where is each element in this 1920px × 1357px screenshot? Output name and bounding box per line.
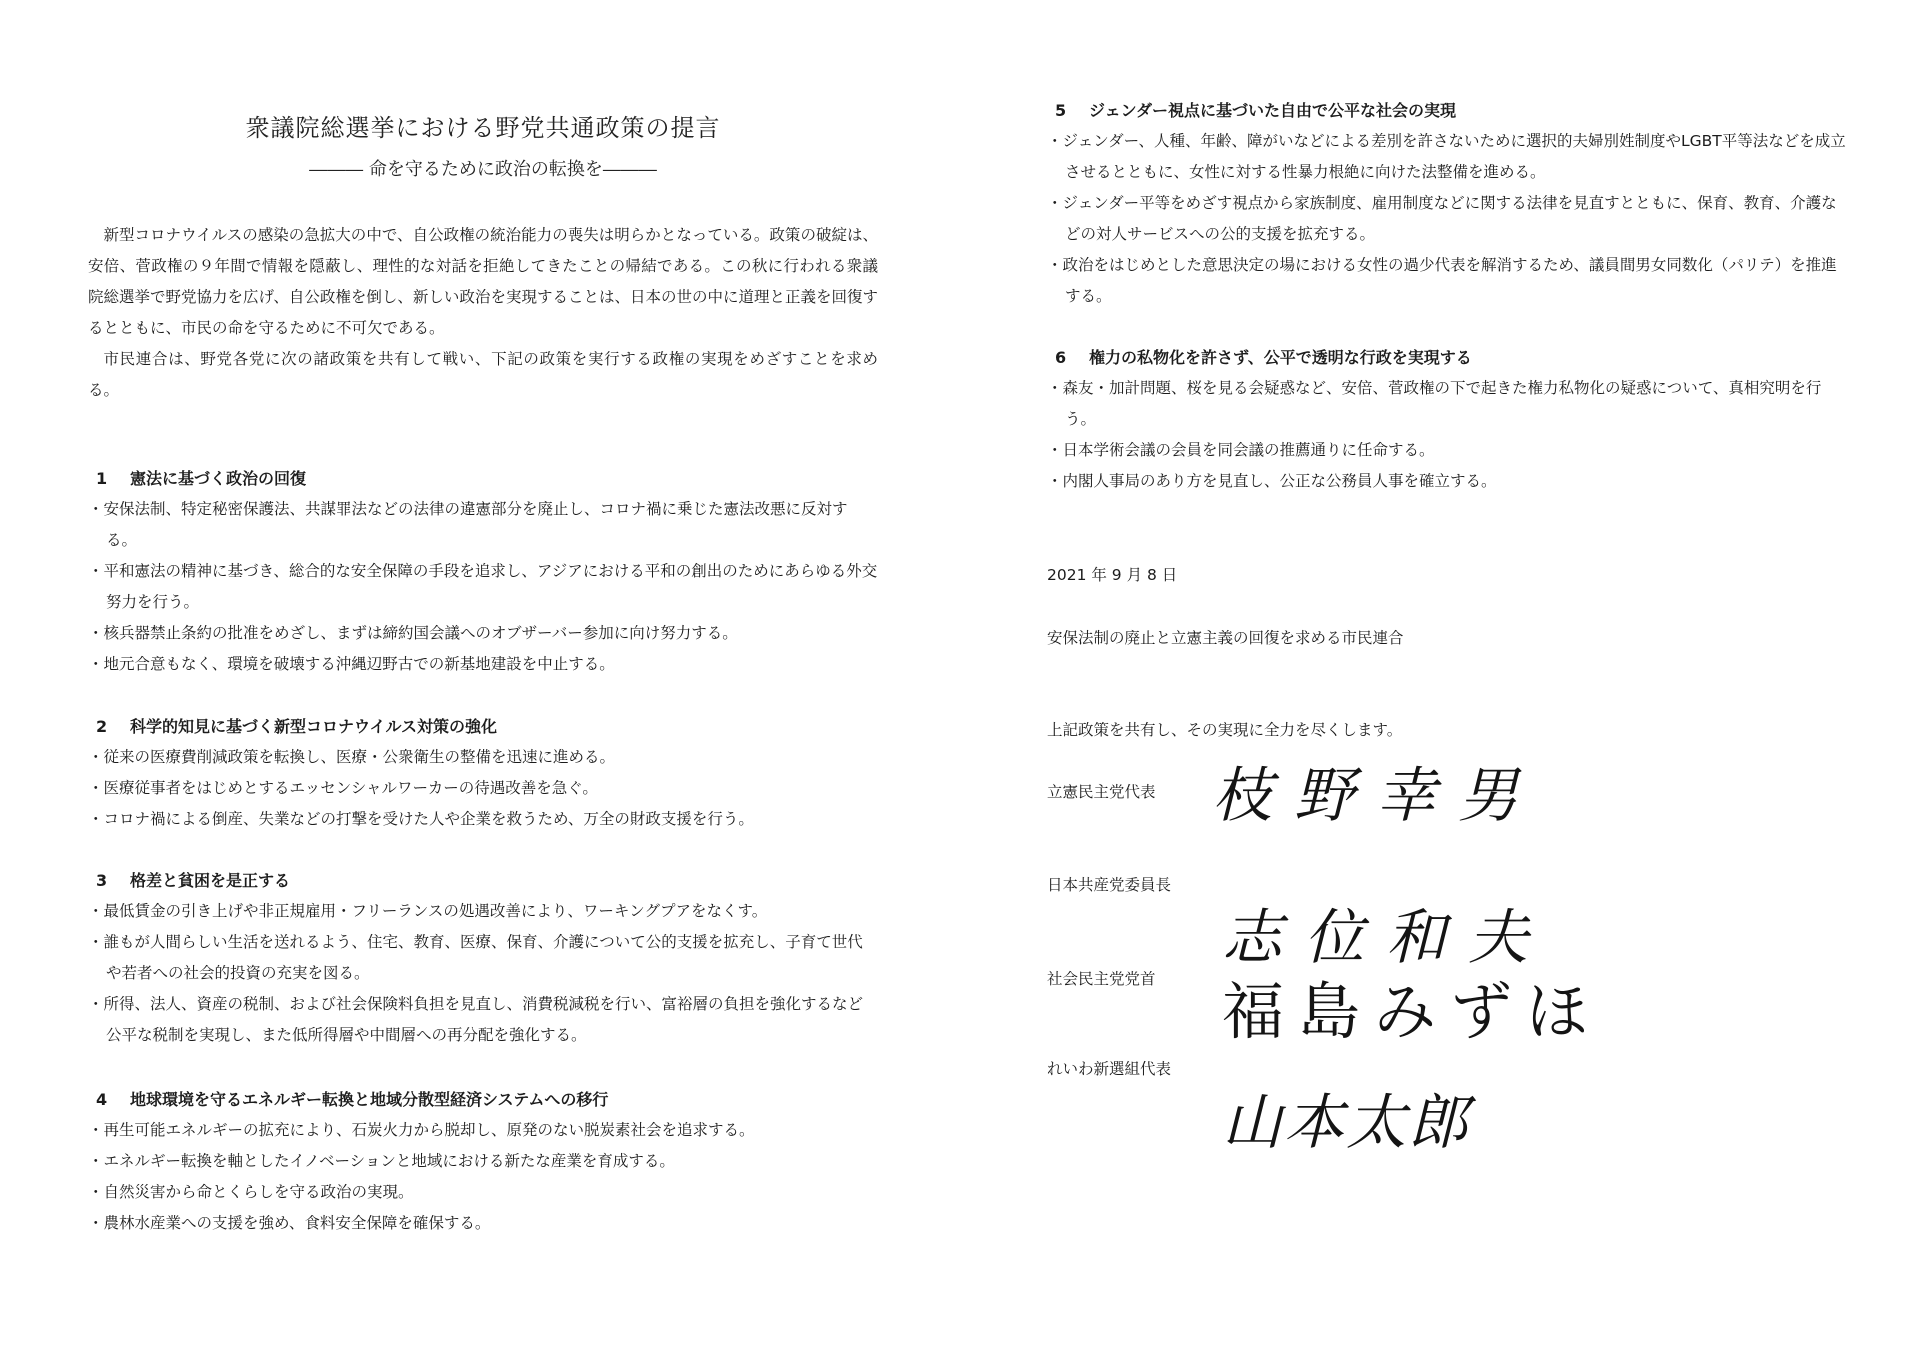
list-item: ・再生可能エネルギーの拡充により、石炭火力から脱却し、原発のない脱炭素社会を追求する。 — [88, 1121, 755, 1139]
list-item: ・森友・加計問題、桜を見る会疑惑など、安倍、菅政権の下で起きた権力私物化の疑惑について、真相究明を行う。 — [1047, 379, 1822, 428]
section-title: ジェンダー視点に基づいた自由で公平な社会の実現 — [1089, 101, 1457, 120]
bullet: ・ — [88, 748, 104, 766]
section-number: 3 — [96, 871, 108, 890]
section-5 — [1047, 96, 1847, 312]
signatory-label-sdp: 社会民主党党首 — [1047, 970, 1156, 988]
section-heading — [1047, 96, 1847, 126]
section-heading — [88, 464, 878, 494]
section-title: 地球環境を守るエネルギー転換と地域分散型経済システムへの移行 — [130, 1090, 609, 1109]
list-item: ・政治をはじめとした意思決定の場における女性の過少代表を解消するため、議員間男女同数化（パリテ）を推進する。 — [1047, 256, 1837, 305]
section-heading — [1047, 343, 1847, 373]
list-item: ・日本学術会議の会員を同会議の推薦通りに任命する。 — [1047, 441, 1435, 459]
list-item: ・誰もが人間らしい生活を送れるよう、住宅、教育、医療、保育、介護について公的支援を拡充し、子育て世代や若者への社会的投資の充実を図る。 — [88, 933, 863, 982]
list-item: ・農林水産業への支援を強め、食料安全保障を確保する。 — [88, 1214, 491, 1232]
bullet: ・ — [1047, 441, 1063, 459]
list-item: ・地元合意もなく、環境を破壊する沖縄辺野古での新基地建設を中止する。 — [88, 655, 615, 673]
section-heading — [88, 866, 878, 896]
list-item: ・医療従事者をはじめとするエッセンシャルワーカーの待遇改善を急ぐ。 — [88, 779, 598, 797]
section-title: 憲法に基づく政治の回復 — [130, 469, 307, 488]
bullet: ・ — [1047, 472, 1063, 490]
bullet: ・ — [88, 779, 104, 797]
list-item: ・ジェンダー平等をめざす視点から家族制度、雇用制度などに関する法律を見直すとともに、保育、教育、介護などの対人サービスへの公的支援を拡充する。 — [1047, 194, 1837, 243]
list-item: ・安保法制、特定秘密保護法、共謀罪法などの法律の違憲部分を廃止し、コロナ禍に乗じた憲法改悪に反対する。 — [88, 500, 848, 549]
intro-paragraph-2: 市民連合は、野党各党に次の諸政策を共有して戦い、下記の政策を実行する政権の実現をめざすことを求める。 — [88, 350, 878, 399]
signature-reiwa: 山本太郎 — [1222, 1088, 1470, 1158]
section-2 — [88, 712, 878, 835]
list-item: ・平和憲法の精神に基づき、総合的な安全保障の手段を追求し、アジアにおける平和の創出のためにあらゆる外交努力を行う。 — [88, 562, 878, 611]
list-item: ・最低賃金の引き上げや非正規雇用・フリーランスの処遇改善により、ワーキングプアをなくす。 — [88, 902, 768, 920]
bullet: ・ — [88, 995, 104, 1013]
list-item: ・内閣人事局のあり方を見直し、公正な公務員人事を確立する。 — [1047, 472, 1497, 490]
list-item: ・エネルギー転換を軸としたイノベーションと地域における新たな産業を育成する。 — [88, 1152, 675, 1170]
section-number: 5 — [1055, 101, 1067, 120]
document-subtitle: ――― 命を守るために政治の転換を――― — [309, 159, 657, 180]
signatory-label-jcp: 日本共産党委員長 — [1047, 876, 1172, 894]
organization-name: 安保法制の廃止と立憲主義の回復を求める市民連合 — [1047, 629, 1404, 647]
bullet: ・ — [88, 1183, 104, 1201]
bullet: ・ — [88, 500, 104, 518]
bullet: ・ — [88, 902, 104, 920]
list-item: ・核兵器禁止条約の批准をめざし、まずは締約国会議へのオブザーバー参加に向け努力する。 — [88, 624, 738, 642]
bullet: ・ — [88, 1214, 104, 1232]
section-1 — [88, 464, 878, 680]
section-title: 科学的知見に基づく新型コロナウイルス対策の強化 — [130, 717, 498, 736]
list-item: ・自然災害から命とくらしを守る政治の実現。 — [88, 1183, 414, 1201]
signature-sdp: 福島みずほ — [1222, 975, 1603, 1048]
section-6 — [1047, 343, 1847, 497]
signatory-label-cdp: 立憲民主党代表 — [1047, 783, 1156, 801]
signatory-label-reiwa: れいわ新選組代表 — [1047, 1060, 1172, 1078]
bullet: ・ — [88, 655, 104, 673]
bullet: ・ — [1047, 132, 1063, 150]
list-item: ・所得、法人、資産の税制、および社会保険料負担を見直し、消費税減税を行い、富裕層の負担を強化するなど公平な税制を実現し、また低所得層や中間層への再分配を強化する。 — [88, 995, 864, 1044]
document-date: 2021 年 9 月 8 日 — [1047, 566, 1178, 584]
section-3 — [88, 866, 878, 1051]
list-item: ・従来の医療費削減政策を転換し、医療・公衆衛生の整備を迅速に進める。 — [88, 748, 616, 766]
section-title: 格差と貧困を是正する — [130, 871, 291, 890]
bullet: ・ — [1047, 256, 1063, 274]
bullet: ・ — [88, 624, 104, 642]
bullet: ・ — [88, 562, 104, 580]
intro-paragraph-1: 新型コロナウイルスの感染の急拡大の中で、自公政権の統治能力の喪失は明らかとなっている。政策の破綻は、安倍、菅政権の９年間で情報を隠蔽し、理性的な対話を拒絶してきたことの帰結である。この秋に行われる衆議院総選挙で野党協力を広げ、自公政権を倒し、新しい政治を実現することは、日本の世の中に道理と正義を回復するとともに、市民の命を守るために不可欠である。 — [88, 226, 878, 337]
bullet: ・ — [88, 933, 104, 951]
list-item: ・ジェンダー、人種、年齢、障がいなどによる差別を許さないために選択的夫婦別姓制度やLGBT平等法などを成立させるとともに、女性に対する性暴力根絶に向けた法整備を進める。 — [1047, 132, 1846, 181]
bullet: ・ — [88, 810, 104, 828]
bullet: ・ — [88, 1121, 104, 1139]
section-heading — [88, 712, 878, 742]
document-title: 衆議院総選挙における野党共通政策の提言 — [245, 114, 721, 142]
section-number: 4 — [96, 1090, 108, 1109]
signature-cdp: 枝野幸男 — [1212, 761, 1540, 831]
bullet: ・ — [1047, 379, 1063, 397]
section-number: 2 — [96, 717, 108, 736]
section-4 — [88, 1085, 878, 1239]
section-title: 権力の私物化を許さず、公平で透明な行政を実現する — [1089, 348, 1472, 367]
list-item: ・コロナ禍による倒産、失業などの打撃を受けた人や企業を救うため、万全の財政支援を行う。 — [88, 810, 754, 828]
intro-text — [88, 220, 878, 406]
bullet: ・ — [88, 1152, 104, 1170]
section-number: 1 — [96, 469, 108, 488]
signature-jcp: 志位和夫 — [1222, 903, 1550, 973]
section-number: 6 — [1055, 348, 1067, 367]
pledge-statement: 上記政策を共有し、その実現に全力を尽くします。 — [1047, 721, 1403, 739]
section-heading — [88, 1085, 878, 1115]
bullet: ・ — [1047, 194, 1063, 212]
